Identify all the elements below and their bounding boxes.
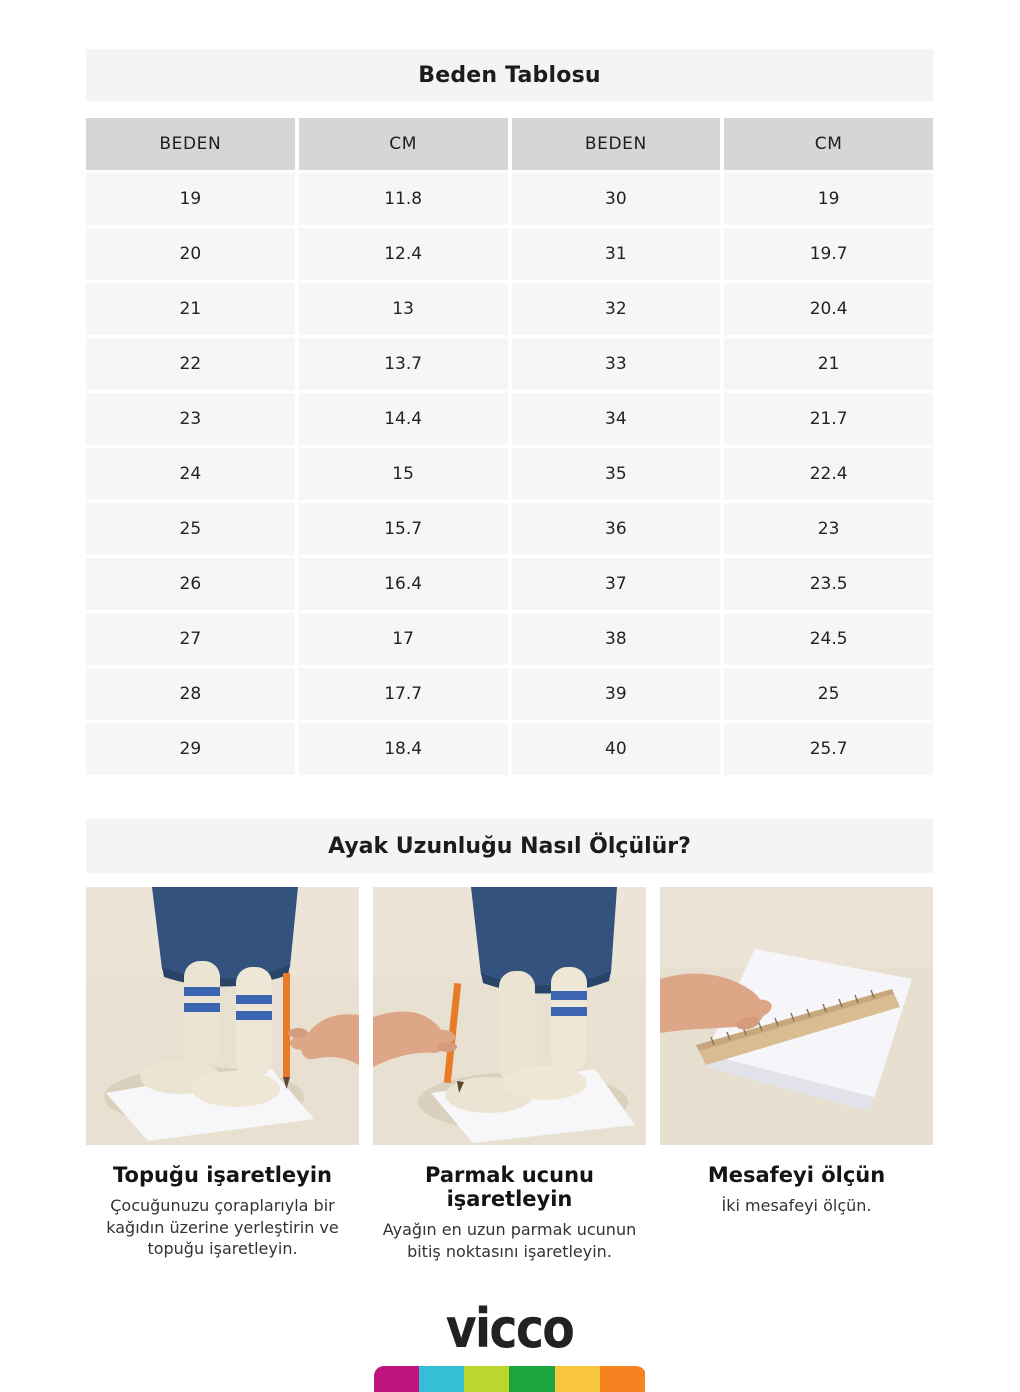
size-table-cell: 36 xyxy=(512,503,721,555)
size-table-cell: 21 xyxy=(86,283,295,335)
brand-color-bar xyxy=(374,1366,646,1392)
size-table-cell: 15.7 xyxy=(299,503,508,555)
size-table-cell: 29 xyxy=(86,723,295,775)
size-table-cell: 28 xyxy=(86,668,295,720)
brand-bar-segment xyxy=(464,1366,509,1392)
hand-ruler-paper-photo xyxy=(660,887,933,1145)
brand-bar-segment xyxy=(374,1366,419,1392)
size-table-cell: 20 xyxy=(86,228,295,280)
brand-footer xyxy=(86,1297,933,1392)
child-heel-pencil-photo xyxy=(86,887,359,1145)
size-table-cell: 22 xyxy=(86,338,295,390)
step-title: Parmak ucunu işaretleyin xyxy=(425,1163,594,1211)
size-table-cell: 17.7 xyxy=(299,668,508,720)
brand-bar-segment xyxy=(419,1366,464,1392)
brand-bar-segment xyxy=(555,1366,600,1392)
size-table-cell: 13.7 xyxy=(299,338,508,390)
size-table-cell: 23.5 xyxy=(724,558,933,610)
size-table-cell: 18.4 xyxy=(299,723,508,775)
size-table-cell: 35 xyxy=(512,448,721,500)
size-table-header-cell: CM xyxy=(299,118,508,170)
step-title: Mesafeyi ölçün xyxy=(707,1163,886,1187)
size-table-header-cell: BEDEN xyxy=(512,118,721,170)
size-table-cell: 25 xyxy=(86,503,295,555)
size-table-cell: 21 xyxy=(724,338,933,390)
size-table-cell: 23 xyxy=(86,393,295,445)
size-table-cell: 12.4 xyxy=(299,228,508,280)
size-table-title: Beden Tablosu xyxy=(86,49,933,101)
step-measure-distance xyxy=(660,887,933,1262)
size-table-cell: 37 xyxy=(512,558,721,610)
size-table-cell: 19.7 xyxy=(724,228,933,280)
size-table-header-cell: CM xyxy=(724,118,933,170)
size-table xyxy=(86,118,933,775)
jeans xyxy=(152,887,298,983)
vicco-logo: vicco xyxy=(445,1297,574,1361)
size-table-cell: 11.8 xyxy=(299,173,508,225)
brand-bar-segment xyxy=(509,1366,554,1392)
size-table-cell: 16.4 xyxy=(299,558,508,610)
jeans xyxy=(471,887,617,991)
size-table-cell: 24.5 xyxy=(724,613,933,665)
size-table-cell: 15 xyxy=(299,448,508,500)
size-table-cell: 21.7 xyxy=(724,393,933,445)
step-mark-heel xyxy=(86,887,359,1262)
size-table-cell: 22.4 xyxy=(724,448,933,500)
size-table-cell: 32 xyxy=(512,283,721,335)
step-description: İki mesafeyi ölçün. xyxy=(721,1196,872,1215)
size-table-cell: 40 xyxy=(512,723,721,775)
step-description: Çocuğunuzu çoraplarıyla bir kağıdın üzerine yerleştirin ve topuğu işaretleyin. xyxy=(106,1196,339,1259)
size-table-cell: 33 xyxy=(512,338,721,390)
size-table-cell: 19 xyxy=(86,173,295,225)
size-table-cell: 23 xyxy=(724,503,933,555)
brand-bar-segment xyxy=(600,1366,645,1392)
size-table-cell: 34 xyxy=(512,393,721,445)
size-table-cell: 19 xyxy=(724,173,933,225)
size-table-cell: 30 xyxy=(512,173,721,225)
size-table-cell: 25.7 xyxy=(724,723,933,775)
size-table-cell: 31 xyxy=(512,228,721,280)
measure-section-title: Ayak Uzunluğu Nasıl Ölçülür? xyxy=(86,819,933,873)
step-description: Ayağın en uzun parmak ucunun bitiş noktasını işaretleyin. xyxy=(382,1220,637,1261)
size-table-cell: 25 xyxy=(724,668,933,720)
size-table-cell: 14.4 xyxy=(299,393,508,445)
size-table-cell: 26 xyxy=(86,558,295,610)
size-table-cell: 24 xyxy=(86,448,295,500)
size-table-cell: 27 xyxy=(86,613,295,665)
size-table-header-cell: BEDEN xyxy=(86,118,295,170)
size-table-cell: 17 xyxy=(299,613,508,665)
size-table-cell: 13 xyxy=(299,283,508,335)
size-table-cell: 39 xyxy=(512,668,721,720)
measure-steps xyxy=(86,887,933,1262)
size-table-cell: 20.4 xyxy=(724,283,933,335)
size-table-cell: 38 xyxy=(512,613,721,665)
child-toe-pencil-photo xyxy=(373,887,646,1145)
step-mark-toe xyxy=(373,887,646,1262)
step-title: Topuğu işaretleyin xyxy=(112,1163,333,1187)
